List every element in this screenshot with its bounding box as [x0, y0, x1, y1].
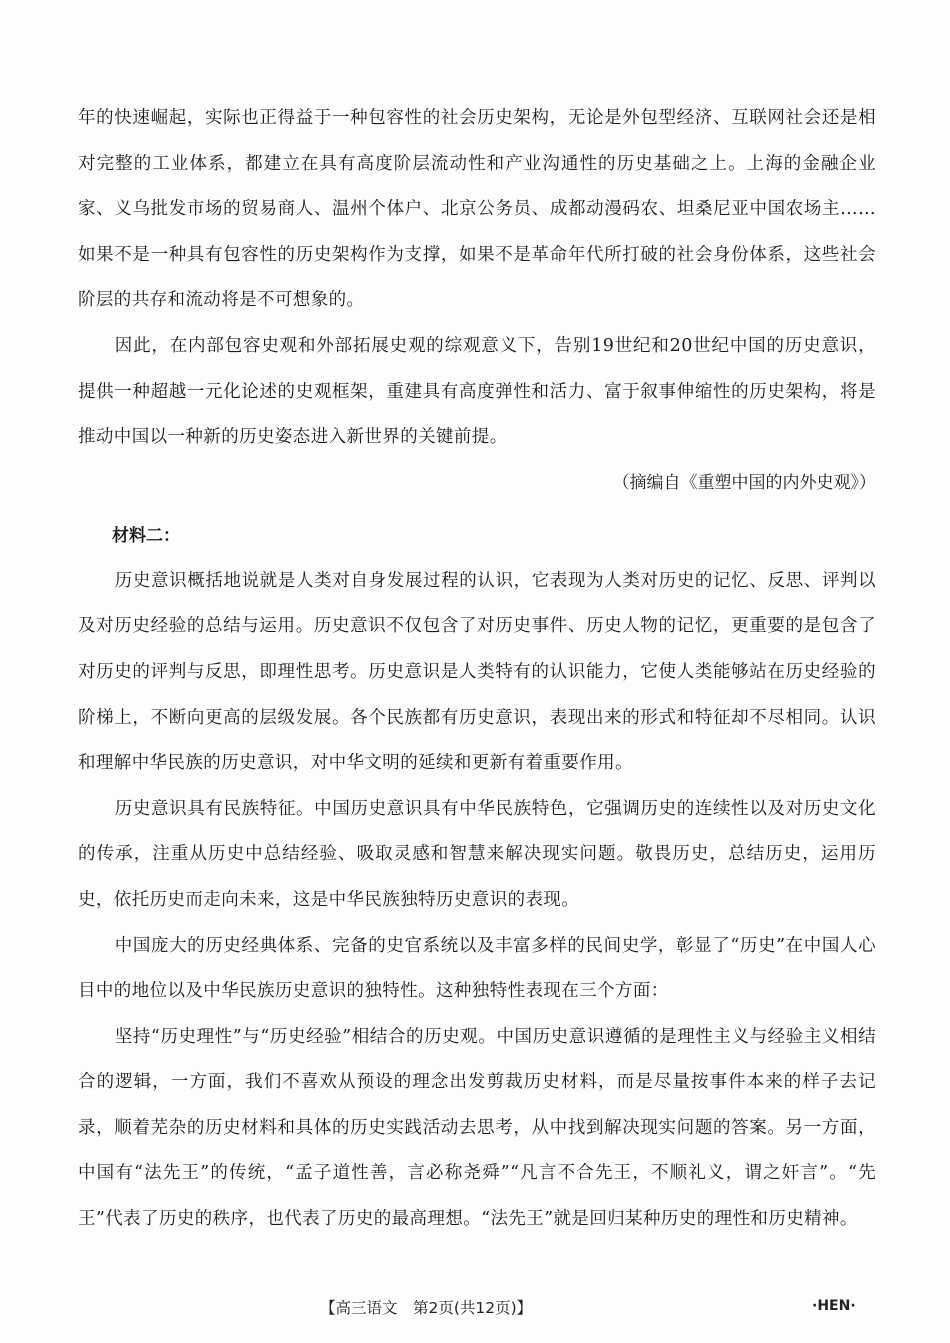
page-footer: [0, 1292, 950, 1322]
exam-code: ·HEN·: [812, 1298, 856, 1314]
material-two-paragraph-2: 历史意识具有民族特征。中国历史意识具有中华民族特色，它强调历史的连续性以及对历史文化的传承，注重从历史中总结经验、吸取灵感和智慧来解决现实问题。敬畏历史，总结历史，运用历史，依托历史而走向未来，这是中华民族独特历史意识的表现。: [78, 798, 876, 910]
material-one-source: （摘编自《重塑中国的内外史观》）: [612, 472, 876, 493]
material-one-paragraph-1: 年的快速崛起，实际也正得益于一种包容性的社会历史架构，无论是外包型经济、互联网社会还是相对完整的工业体系，都建立在具有高度阶层流动性和产业沟通性的历史基础之上。上海的金融企业家、义乌批发市场的贸易商人、温州个体户、北京公务员、成都动漫码农、坦桑尼亚中国农场主……如果不是一种具有包容性的历史架构作为支撑，如果不是革命年代所打破的社会身份体系，这些社会阶层的共存和流动将是不可想象的。: [78, 108, 876, 311]
material-two-heading: 材料二：: [112, 525, 180, 546]
material-one-paragraph-2: 因此，在内部包容史观和外部拓展史观的综观意义下，告别19世纪和20世纪中国的历史意识，提供一种超越一元化论述的史观框架，重建具有高度弹性和活力、富于叙事伸缩性的历史架构，将是推动中国以一种新的历史姿态进入新世界的关键前提。: [78, 335, 876, 448]
material-two-paragraph-3: 中国庞大的历史经典体系、完备的史官系统以及丰富多样的民间史学，彰显了“历史”在中国人心目中的地位以及中华民族历史意识的独特性。这种独特性表现在三个方面：: [78, 935, 876, 1002]
page-number-label: 【高三语文 第2页(共12页)】: [320, 1299, 533, 1317]
material-two-paragraph-1: 历史意识概括地说就是人类对自身发展过程的认识，它表现为人类对历史的记忆、反思、评判以及对历史经验的总结与运用。历史意识不仅包含了对历史事件、历史人物的记忆，更重要的是包含了对历史的评判与反思，即理性思考。历史意识是人类特有的认识能力，它使人类能够站在历史经验的阶梯上，不断向更高的层级发展。各个民族都有历史意识，表现出来的形式和特征却不尽相同。认识和理解中华民族的历史意识，对中华文明的延续和更新有着重要作用。: [78, 570, 876, 774]
document-body: [78, 96, 876, 1243]
material-two-paragraph-4: 坚持“历史理性”与“历史经验”相结合的历史观。中国历史意识遵循的是理性主义与经验主义相结合的逻辑，一方面，我们不喜欢从预设的理念出发剪裁历史材料，而是尽量按事件本来的样子去记录，顺着芜杂的历史材料和具体的历史实践活动去思考，从中找到解决现实问题的答案。另一方面，中国有“法先王”的传统，“孟子道性善，言必称尧舜”“凡言不合先王，不顺礼义，谓之奸言”。“先王”代表了历史的秩序，也代表了历史的最高理想。“法先王”就是回归某种历史的理性和历史精神。: [78, 1026, 876, 1230]
